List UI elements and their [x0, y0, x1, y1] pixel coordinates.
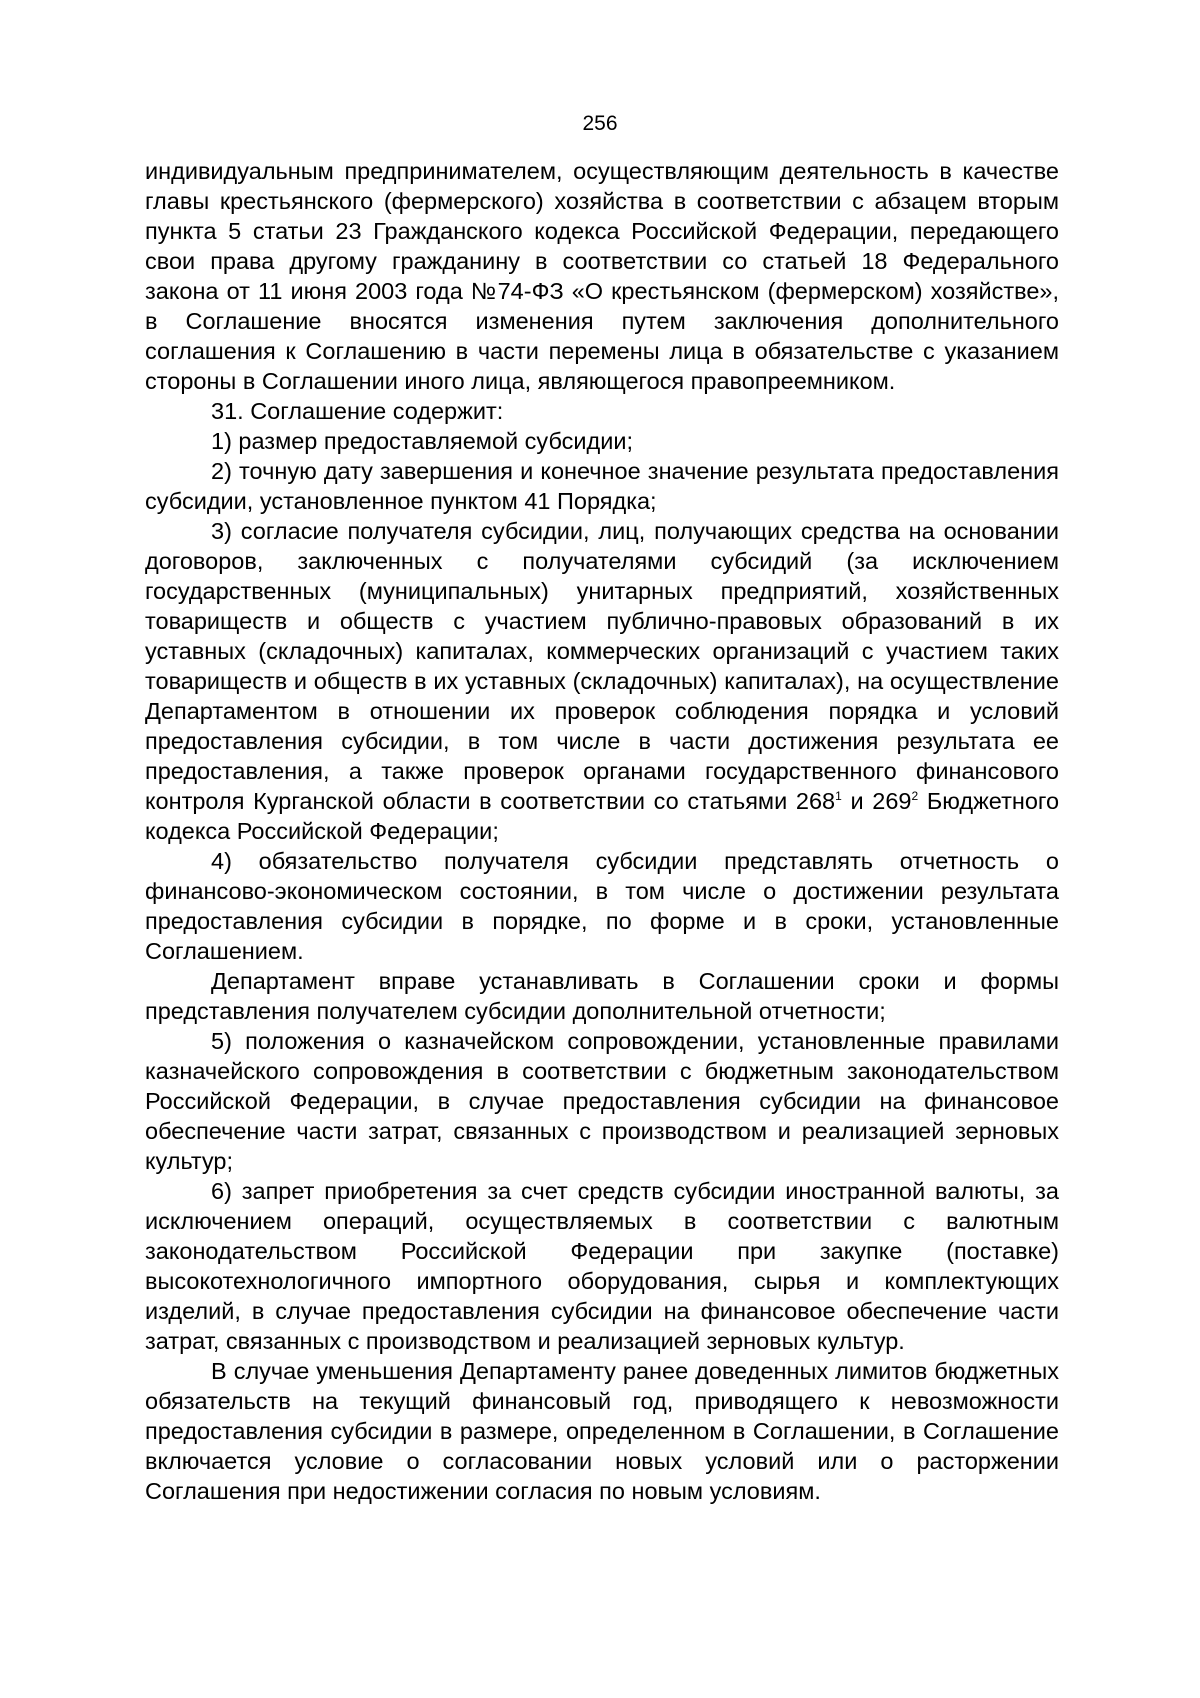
list-item-3-text-a: 3) согласие получателя субсидии, лиц, получающих средства на основании договоров, заключенных с получателями субсидий (за исключением государственных (муниципальных) унитарных предприятий, хозяйственных товариществ и обществ с участием публично-правовых образований в их уставных (складочных) капиталах, коммерческих организаций с участием таких товариществ и обществ в их уставных (складочных) капиталах), на осуществление Департаментом в отношении их проверок соблюдения порядка и условий предоставления субсидии, в том числе в части достижения результата ее предоставления, а также проверок органами государственного финансового контроля Курганской области в соответствии со статьями 268: [145, 518, 1059, 814]
list-item-6: 6) запрет приобретения за счет средств субсидии иностранной валюты, за исключением операций, осуществляемых в соответствии с валютным законодательством Российской Федерации при закупке (поставке) высокотехнологичного импортного оборудования, сырья и комплектующих изделий, в случае предоставления субсидии на финансовое обеспечение части затрат, связанных с производством и реализацией зерновых культур.: [145, 1178, 1059, 1354]
page-number: 256: [582, 112, 618, 135]
paragraph-final: В случае уменьшения Департаменту ранее доведенных лимитов бюджетных обязательств на текущий финансовый год, приводящего к невозможности предоставления субсидии в размере, определенном в Соглашении, в Соглашение включается условие о согласовании новых условий или о расторжении Соглашения при недостижении согласия по новым условиям.: [145, 1358, 1059, 1504]
paragraph-department: Департамент вправе устанавливать в Соглашении сроки и формы представления получателем субсидии дополнительной отчетности;: [145, 968, 1059, 1024]
list-item-4: 4) обязательство получателя субсидии представлять отчетность о финансово-экономическом состоянии, в том числе о достижении результата предоставления субсидии в порядке, по форме и в сроки, установленные Соглашением.: [145, 848, 1059, 964]
document-body: [145, 156, 1059, 1506]
list-item-3-text-b: и 269: [841, 788, 912, 814]
list-item-3-text-c: Бюджетного кодекса Российской Федерации;: [145, 788, 1060, 844]
paragraph-continuation: индивидуальным предпринимателем, осуществляющим деятельность в качестве главы крестьянского (фермерского) хозяйства в соответствии с абзацем вторым пункта 5 статьи 23 Гражданского кодекса Российской Федерации, передающего свои права другому гражданину в соответствии со статьей 18 Федерального закона от 11 июня 2003 года №74-ФЗ «О крестьянском (фермерском) хозяйстве», в Соглашение вносятся изменения путем заключения дополнительного соглашения к Соглашению в части перемены лица в обязательстве с указанием стороны в Соглашении иного лица, являющегося правопреемником.: [145, 158, 1059, 394]
list-item-5: 5) положения о казначейском сопровождении, установленные правилами казначейского сопровождения в соответствии с бюджетным законодательством Российской Федерации, в случае предоставления субсидии на финансовое обеспечение части затрат, связанных с производством и реализацией зерновых культур;: [145, 1028, 1059, 1174]
paragraph-31: 31. Соглашение содержит:: [211, 398, 504, 424]
superscript-2: 2: [911, 789, 919, 803]
superscript-1: 1: [835, 789, 842, 803]
list-item-1: 1) размер предоставляемой субсидии;: [211, 428, 634, 454]
list-item-2: 2) точную дату завершения и конечное значение результата предоставления субсидии, установленное пунктом 41 Порядка;: [145, 458, 1059, 514]
list-item-3: [145, 516, 1059, 846]
